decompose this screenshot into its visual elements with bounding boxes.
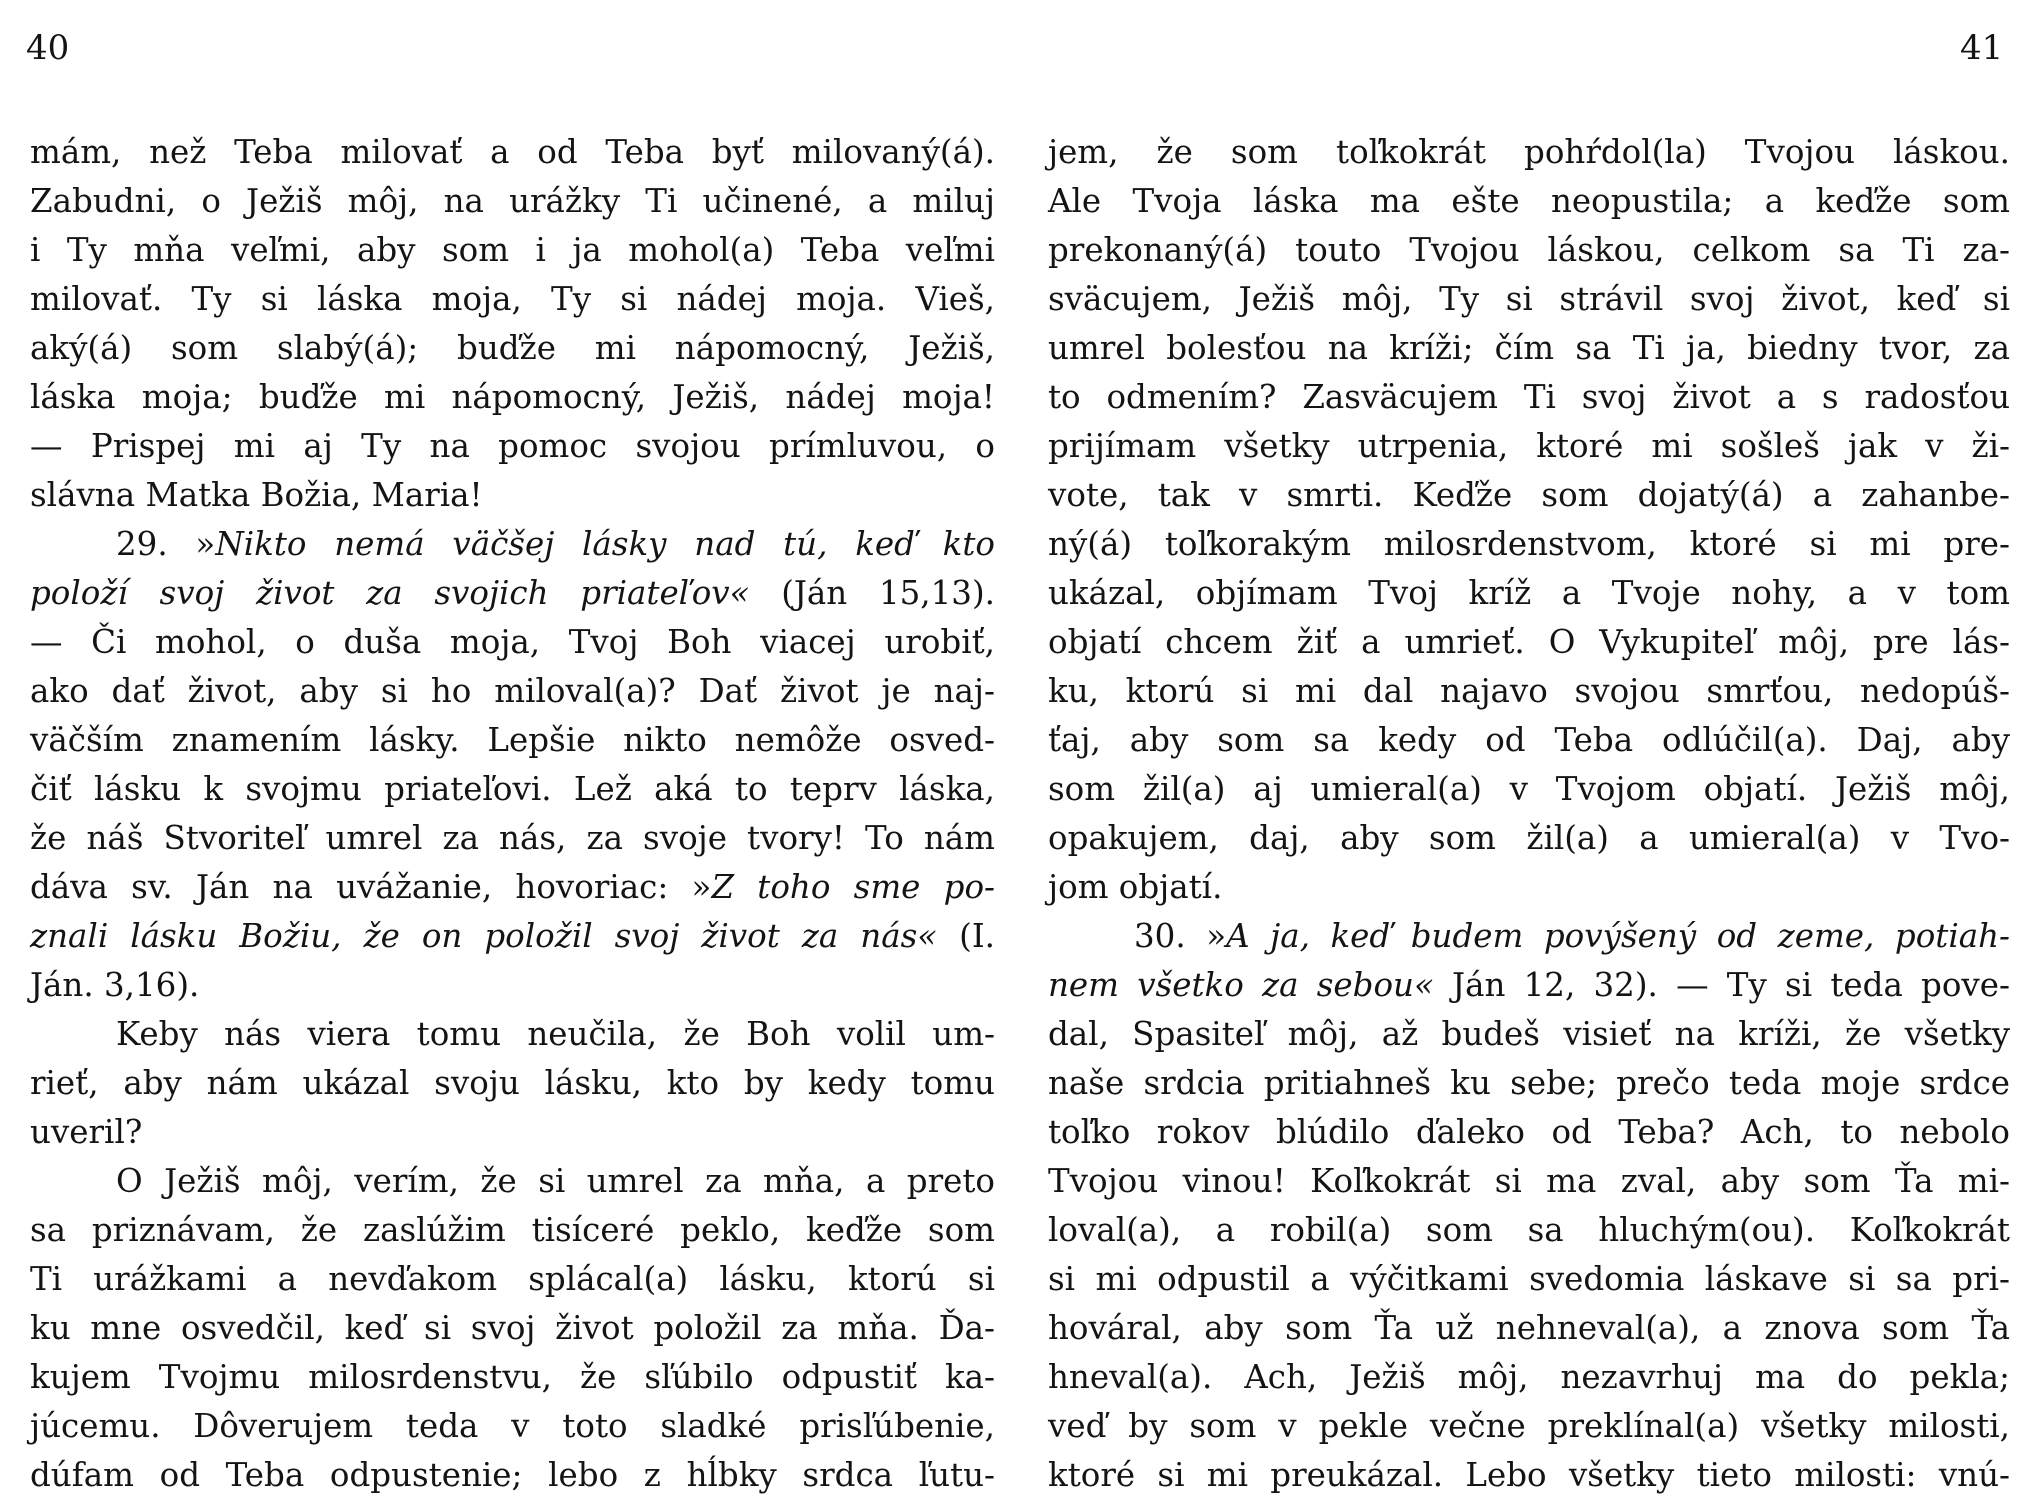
text-line: väčším znamením lásky. Lepšie nikto nemôže osved- — [30, 721, 995, 759]
text-line — [30, 912, 995, 961]
text-line: ukázal, objímam Tvoj kríž a Tvoje nohy, a v tom — [1048, 574, 2010, 612]
text-line — [30, 520, 995, 569]
text-line — [30, 863, 995, 912]
text-line: i Ty mňa veľmi, aby som i ja mohol(a) Teba veľmi — [30, 231, 995, 269]
text-line: jom objatí. — [1048, 868, 1223, 906]
text-segment: Ján 12, 32). — Ty si teda pove- — [1433, 966, 2010, 1004]
text-line: opakujem, daj, aby som žil(a) a umieral(a) v Tvo- — [1048, 819, 2010, 857]
text-line: Ti urážkami a nevďakom splácal(a) lásku, ktorú si — [30, 1260, 995, 1298]
text-line: dúfam od Teba odpustenie; lebo z hĺbky srdca ľutu- — [30, 1456, 995, 1494]
text-line: umrel bolesťou na kríži; čím sa Ti ja, biedny tvor, za — [1048, 329, 2010, 367]
page-number-left: 40 — [26, 28, 70, 68]
left-page-text — [30, 128, 995, 1500]
text-line: sväcujem, Ježiš môj, Ty si strávil svoj život, keď si — [1048, 280, 2010, 318]
text-line: Ján. 3,16). — [30, 966, 200, 1004]
text-line — [1048, 961, 2010, 1010]
text-line: Zabudni, o Ježiš môj, na urážky Ti učinené, a miluj — [30, 182, 995, 220]
text-line: milovať. Ty si láska moja, Ty si nádej moja. Vieš, — [30, 280, 995, 318]
text-line — [1048, 912, 2010, 961]
text-line: ku mne osvedčil, keď si svoj život položil za mňa. Ďa- — [30, 1309, 995, 1347]
text-line: loval(a), a robil(a) som sa hluchým(ou). Koľkokrát — [1048, 1211, 2010, 1249]
text-line: som žil(a) aj umieral(a) v Tvojom objatí. Ježiš môj, — [1048, 770, 2010, 808]
text-line: sa priznávam, že zaslúžim tisíceré peklo, keďže som — [30, 1211, 995, 1249]
text-line: Tvojou vinou! Koľkokrát si ma zval, aby som Ťa mi- — [1048, 1162, 2010, 1200]
text-line: hováral, aby som Ťa už nehneval(a), a znova som Ťa — [1048, 1309, 2010, 1347]
text-line: hneval(a). Ach, Ježiš môj, nezavrhuj ma do pekla; — [1048, 1358, 2010, 1396]
text-line: ako dať život, aby si ho miloval(a)? Dať život je naj- — [30, 672, 995, 710]
text-line: ktoré si mi preukázal. Lebo všetky tieto milosti: vnú- — [1048, 1456, 2010, 1494]
scripture-quote: nem všetko za sebou« — [1048, 966, 1434, 1004]
text-line: aký(á) som slabý(á); buďže mi nápomocný, Ježiš, — [30, 329, 995, 367]
right-page-text — [1048, 128, 2010, 1500]
text-line: čiť lásku k svojmu priateľovi. Lež aká to teprv láska, — [30, 770, 995, 808]
text-line: ťaj, aby som sa kedy od Teba odlúčil(a). Daj, aby — [1048, 721, 2010, 759]
scripture-quote: A ja, keď budem povýšený od zeme, potiah- — [1226, 917, 2011, 955]
scripture-quote: Z toho sme po- — [711, 868, 995, 906]
text-line: láska moja; buďže mi nápomocný, Ježiš, nádej moja! — [30, 378, 995, 416]
text-line: že náš Stvoriteľ umrel za nás, za svoje tvory! To nám — [30, 819, 995, 857]
page-number-right: 41 — [1960, 28, 2004, 68]
text-line: — Či mohol, o duša moja, Tvoj Boh viacej urobiť, — [30, 623, 995, 661]
text-segment: 30. » — [1134, 917, 1227, 955]
text-line: veď by som v pekle večne preklínal(a) všetky milosti, — [1048, 1407, 2010, 1445]
text-line: rieť, aby nám ukázal svoju lásku, kto by kedy tomu — [30, 1064, 995, 1102]
text-line: prekonaný(á) touto Tvojou láskou, celkom sa Ti za- — [1048, 231, 2010, 269]
text-line: naše srdcia pritiahneš ku sebe; prečo teda moje srdce — [1048, 1064, 2010, 1102]
text-segment: (I. — [937, 917, 996, 955]
text-line: vote, tak v smrti. Keďže som dojatý(á) a zahanbe- — [1048, 476, 2010, 514]
text-line: Keby nás viera tomu neučila, že Boh volil um- — [116, 1015, 995, 1053]
text-line: slávna Matka Božia, Maria! — [30, 476, 483, 514]
scripture-quote: znali lásku Božiu, že on položil svoj život za nás« — [30, 917, 938, 955]
text-line: to odmením? Zasväcujem Ti svoj život a s radosťou — [1048, 378, 2010, 416]
text-segment: (Ján 15,13). — [749, 574, 995, 612]
text-line: prijímam všetky utrpenia, ktoré mi sošleš jak v ži- — [1048, 427, 2010, 465]
text-line: si mi odpustil a výčitkami svedomia láskave si sa pri- — [1048, 1260, 2010, 1298]
text-line: dal, Spasiteľ môj, až budeš visieť na kríži, že všetky — [1048, 1015, 2010, 1053]
scripture-quote: položí svoj život za svojich priateľov« — [30, 574, 750, 612]
text-line: O Ježiš môj, verím, že si umrel za mňa, a preto — [116, 1162, 995, 1200]
text-line: mám, než Teba milovať a od Teba byť milovaný(á). — [30, 133, 995, 171]
text-line: júcemu. Dôverujem teda v toto sladké prisľúbenie, — [30, 1407, 995, 1445]
text-line: kujem Tvojmu milosrdenstvu, že sľúbilo odpustiť ka- — [30, 1358, 995, 1396]
scripture-quote: Nikto nemá väčšej lásky nad tú, keď kto — [215, 525, 995, 563]
text-line: objatí chcem žiť a umrieť. O Vykupiteľ môj, pre lás- — [1048, 623, 2010, 661]
text-line: jem, že som toľkokrát pohŕdol(la) Tvojou láskou. — [1048, 133, 2010, 171]
text-line — [30, 569, 995, 618]
text-line: uveril? — [30, 1113, 143, 1151]
text-segment: 29. » — [116, 525, 216, 563]
text-line: ku, ktorú si mi dal najavo svojou smrťou, nedopúš- — [1048, 672, 2010, 710]
text-line: ný(á) toľkorakým milosrdenstvom, ktoré si mi pre- — [1048, 525, 2010, 563]
text-line: toľko rokov blúdilo ďaleko od Teba? Ach, to nebolo — [1048, 1113, 2010, 1151]
text-line: — Prispej mi aj Ty na pomoc svojou prímluvou, o — [30, 427, 995, 465]
text-line: Ale Tvoja láska ma ešte neopustila; a keďže som — [1048, 182, 2010, 220]
text-segment: dáva sv. Ján na uvážanie, hovoriac: » — [30, 868, 712, 906]
